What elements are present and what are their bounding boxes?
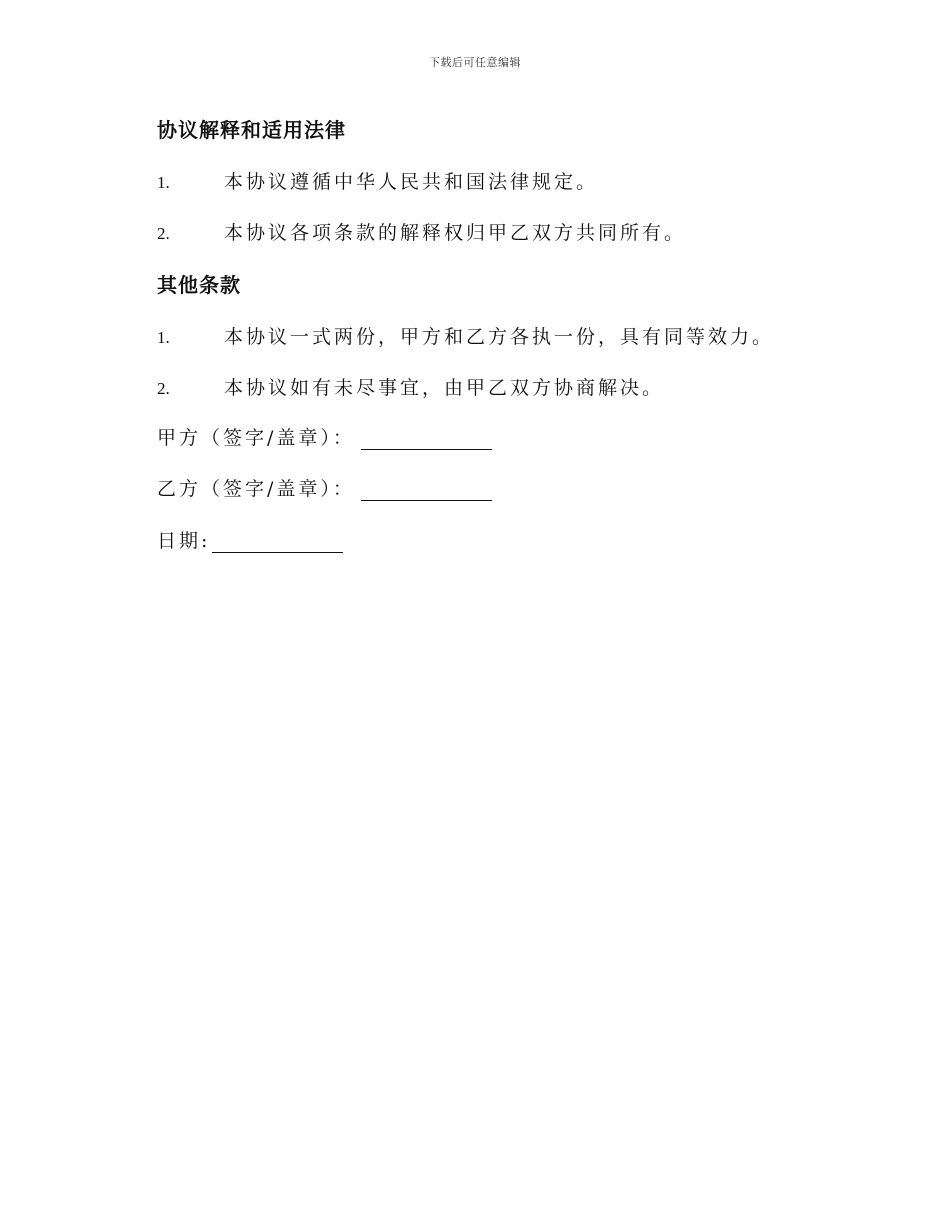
clause-other-2 — [157, 373, 664, 400]
clause-number: 1. — [157, 173, 170, 192]
clause-number: 2. — [157, 224, 170, 243]
signature-blank-party-b[interactable] — [361, 480, 492, 501]
section-heading-law: 协议解释和适用法律 — [157, 118, 346, 142]
date-blank[interactable] — [212, 532, 343, 553]
section-heading-other: 其他条款 — [157, 273, 241, 297]
clause-other-1 — [157, 322, 774, 349]
clause-law-1 — [157, 167, 598, 194]
date-label: 日期: — [157, 530, 211, 552]
page-header: 下载后可任意编辑 — [429, 56, 521, 69]
clause-law-2 — [157, 218, 686, 245]
signature-party-a — [157, 423, 492, 450]
clause-number: 2. — [157, 379, 170, 398]
clause-text: 本协议一式两份，甲方和乙方各执一份，具有同等效力。 — [224, 326, 775, 348]
clause-number: 1. — [157, 328, 170, 347]
signature-date — [157, 526, 343, 553]
signature-party-b — [157, 474, 492, 501]
clause-text: 本协议遵循中华人民共和国法律规定。 — [224, 171, 599, 193]
signature-label-party-a: 甲方（签字/盖章）： — [157, 427, 355, 449]
signature-blank-party-a[interactable] — [361, 429, 492, 450]
clause-text: 本协议如有未尽事宜，由甲乙双方协商解决。 — [224, 377, 665, 399]
signature-label-party-b: 乙方（签字/盖章）： — [157, 478, 355, 500]
clause-text: 本协议各项条款的解释权归甲乙双方共同所有。 — [224, 222, 687, 244]
